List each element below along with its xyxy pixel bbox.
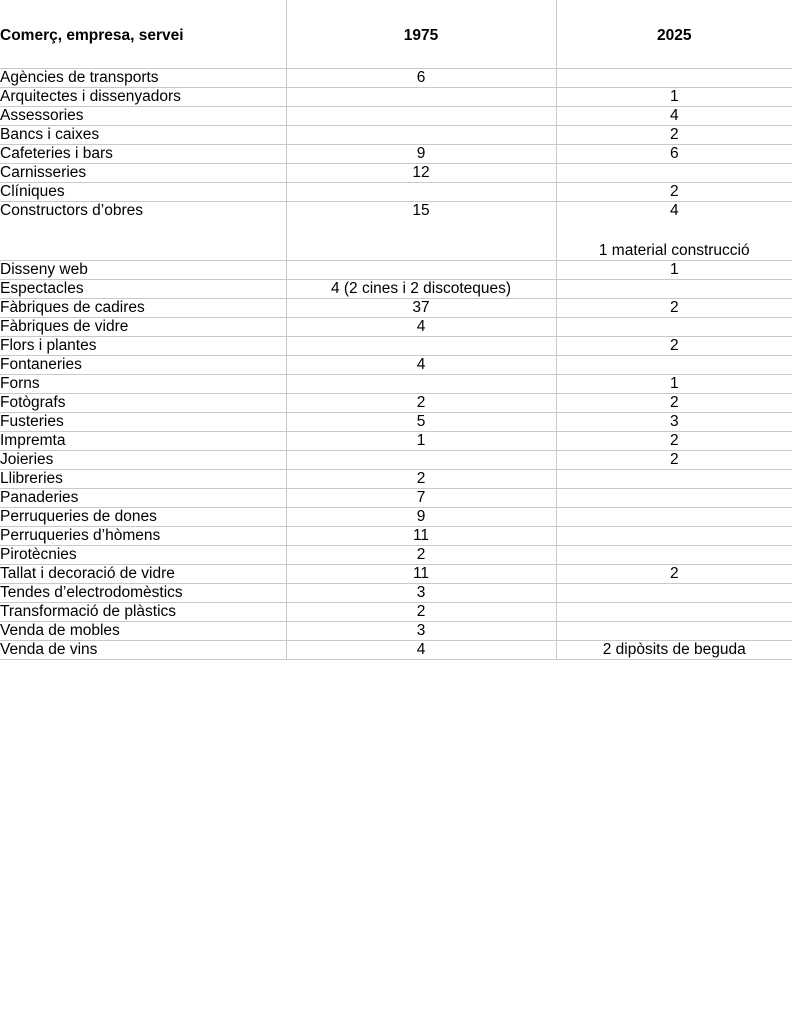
- row-value-2025: [556, 603, 792, 622]
- row-label: Flors i plantes: [0, 337, 286, 356]
- row-label: Venda de vins: [0, 641, 286, 660]
- table-row: [0, 584, 792, 603]
- row-value-1975: 9: [286, 145, 556, 164]
- table-row: [0, 565, 792, 584]
- row-value-2025: 6: [556, 145, 792, 164]
- row-value-2025: [556, 508, 792, 527]
- row-value-1975: 11: [286, 527, 556, 546]
- row-label: Perruqueries de dones: [0, 508, 286, 527]
- row-value-1975: 4: [286, 356, 556, 375]
- row-value-2025: [556, 622, 792, 641]
- table-row: [0, 164, 792, 183]
- table-row: [0, 546, 792, 565]
- row-label: Carnisseries: [0, 164, 286, 183]
- row-value-1975: 12: [286, 164, 556, 183]
- row-value-1975: 6: [286, 69, 556, 88]
- row-value-1975: 15: [286, 202, 556, 261]
- row-label: Impremta: [0, 432, 286, 451]
- row-value-1975: 2: [286, 470, 556, 489]
- table-top-spacer-row: [0, 0, 792, 18]
- row-value-1975: 4 (2 cines i 2 discoteques): [286, 280, 556, 299]
- table-row: [0, 622, 792, 641]
- spacer-cell-1975: [286, 0, 556, 18]
- row-label: Arquitectes i dissenyadors: [0, 88, 286, 107]
- row-value-1975: [286, 183, 556, 202]
- row-value-1975: 7: [286, 489, 556, 508]
- row-value-2025: 1: [556, 88, 792, 107]
- row-value-1975: 11: [286, 565, 556, 584]
- row-value-2025: [556, 527, 792, 546]
- row-label: Constructors d’obres: [0, 202, 286, 261]
- table-header-row: [0, 18, 792, 69]
- row-label: Clíniques: [0, 183, 286, 202]
- row-value-2025: 3: [556, 413, 792, 432]
- row-value-1975: 5: [286, 413, 556, 432]
- row-label: Fotògrafs: [0, 394, 286, 413]
- row-label: Fàbriques de vidre: [0, 318, 286, 337]
- row-label: Assessories: [0, 107, 286, 126]
- row-value-2025-extra: 1 material construcció: [598, 242, 750, 259]
- row-value-2025: [556, 280, 792, 299]
- row-value-2025: 2: [556, 337, 792, 356]
- row-value-1975: [286, 126, 556, 145]
- table-row: [0, 508, 792, 527]
- row-label: Transformació de plàstics: [0, 603, 286, 622]
- column-header-1975: 1975: [286, 18, 556, 69]
- row-label: Joieries: [0, 451, 286, 470]
- table-row: [0, 318, 792, 337]
- row-label: Forns: [0, 375, 286, 394]
- row-label: Fusteries: [0, 413, 286, 432]
- row-value-1975: [286, 88, 556, 107]
- row-value-1975: 3: [286, 622, 556, 641]
- table-row: [0, 88, 792, 107]
- row-value-2025: [556, 69, 792, 88]
- column-header-category: Comerç, empresa, servei: [0, 18, 286, 69]
- table-row: [0, 527, 792, 546]
- row-label: Bancs i caixes: [0, 126, 286, 145]
- row-label: Perruqueries d’hòmens: [0, 527, 286, 546]
- row-value-1975: [286, 451, 556, 470]
- table-row: [0, 299, 792, 318]
- row-value-2025: 2: [556, 565, 792, 584]
- row-value-2025: 2: [556, 432, 792, 451]
- table-row: [0, 641, 792, 660]
- row-value-1975: 37: [286, 299, 556, 318]
- row-value-2025: [556, 584, 792, 603]
- row-label: Espectacles: [0, 280, 286, 299]
- column-header-2025: 2025: [556, 18, 792, 69]
- row-value-1975: [286, 107, 556, 126]
- row-value-2025: 2: [556, 183, 792, 202]
- row-label: Pirotècnies: [0, 546, 286, 565]
- row-label: Disseny web: [0, 261, 286, 280]
- row-value-2025: 2: [556, 126, 792, 145]
- row-label: Tallat i decoració de vidre: [0, 565, 286, 584]
- row-value-2025: 4: [669, 202, 679, 219]
- spacer-cell-2025: [556, 0, 792, 18]
- table-row: [0, 432, 792, 451]
- table-row: [0, 413, 792, 432]
- table-row: [0, 470, 792, 489]
- table-row: [0, 183, 792, 202]
- table-row: [0, 280, 792, 299]
- table-row: [0, 202, 792, 261]
- row-label: Venda de mobles: [0, 622, 286, 641]
- table-row: [0, 107, 792, 126]
- row-value-2025: [556, 470, 792, 489]
- row-value-2025: 2 dipòsits de beguda: [556, 641, 792, 660]
- row-value-2025: 2: [556, 451, 792, 470]
- row-label: Tendes d’electrodomèstics: [0, 584, 286, 603]
- row-value-1975: 9: [286, 508, 556, 527]
- row-value-1975: 4: [286, 318, 556, 337]
- row-value-1975: 2: [286, 603, 556, 622]
- row-value-2025: 1: [556, 261, 792, 280]
- table-row: [0, 126, 792, 145]
- row-value-1975: 2: [286, 546, 556, 565]
- row-value-2025: [556, 164, 792, 183]
- row-value-1975: [286, 261, 556, 280]
- row-value-1975: 4: [286, 641, 556, 660]
- row-value-1975: [286, 375, 556, 394]
- table-row: [0, 375, 792, 394]
- table-row: [0, 356, 792, 375]
- row-value-2025-multiline: [556, 202, 792, 261]
- row-label: Cafeteries i bars: [0, 145, 286, 164]
- table-row: [0, 261, 792, 280]
- row-value-2025: [556, 546, 792, 565]
- row-value-2025: [556, 318, 792, 337]
- row-label: Llibreries: [0, 470, 286, 489]
- row-value-2025: 1: [556, 375, 792, 394]
- row-value-1975: 3: [286, 584, 556, 603]
- row-label: Agències de transports: [0, 69, 286, 88]
- row-value-1975: [286, 337, 556, 356]
- table-row: [0, 603, 792, 622]
- row-value-2025: 2: [556, 299, 792, 318]
- row-value-1975: 2: [286, 394, 556, 413]
- table-row: [0, 451, 792, 470]
- table-row: [0, 394, 792, 413]
- spacer-cell-label: [0, 0, 286, 18]
- row-value-2025: [556, 489, 792, 508]
- table-row: [0, 489, 792, 508]
- row-label: Fontaneries: [0, 356, 286, 375]
- row-label: Fàbriques de cadires: [0, 299, 286, 318]
- row-value-2025: 2: [556, 394, 792, 413]
- row-value-2025: [556, 356, 792, 375]
- row-value-2025: 4: [556, 107, 792, 126]
- table-row: [0, 337, 792, 356]
- row-label: Panaderies: [0, 489, 286, 508]
- row-value-1975: 1: [286, 432, 556, 451]
- table-row: [0, 145, 792, 164]
- table-row: [0, 69, 792, 88]
